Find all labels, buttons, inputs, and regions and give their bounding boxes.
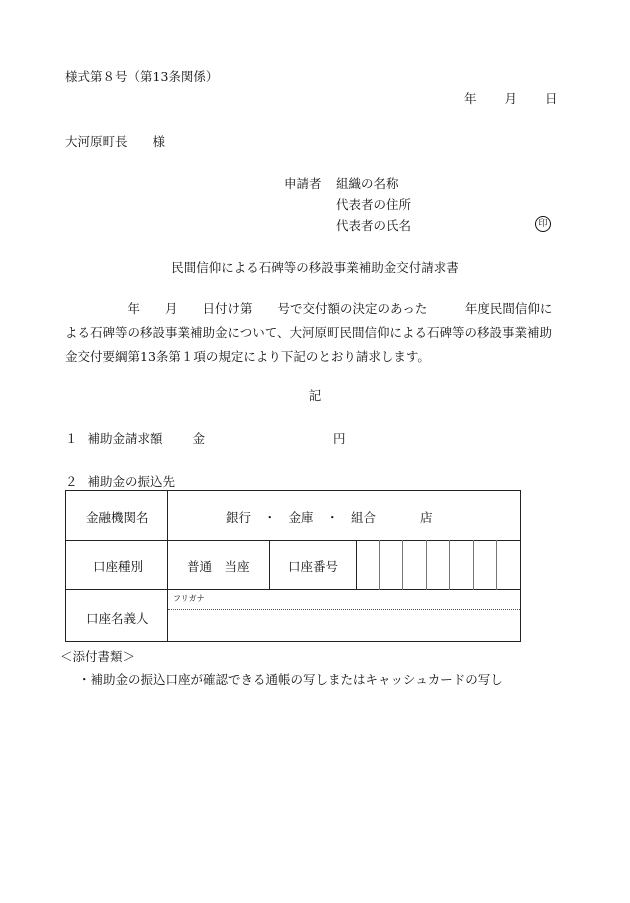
- item-1-currency: 金: [192, 431, 206, 446]
- date-month: 月: [504, 91, 518, 106]
- applicant-block: [284, 173, 411, 236]
- bank-account-table: [65, 490, 521, 642]
- attachments-header: ＜添付書類＞: [60, 649, 136, 664]
- item-1-request-amount: [65, 429, 346, 447]
- body-line-1: 年 月 日付け第 号で交付額の決定のあった 年度民間信仰に: [65, 301, 553, 316]
- body-text: [65, 297, 565, 369]
- document-title: 民間信仰による石碑等の移設事業補助金交付請求書: [171, 260, 459, 275]
- branch-label: 店: [420, 510, 433, 525]
- bank-type-options: 銀行 ・ 金庫 ・ 組合: [226, 510, 377, 525]
- item-2-label: 補助金の振込先: [87, 474, 176, 489]
- attachments-item: ・補助金の振込口座が確認できる通帳の写しまたはキャッシュカードの写し: [78, 672, 503, 687]
- addressee: 大河原町長 様: [65, 134, 166, 149]
- account-number-label: 口座番号: [288, 559, 339, 574]
- body-line-3: 金交付要綱第13条第１項の規定により下記のとおり請求します。: [65, 349, 430, 364]
- item-1-number: １: [65, 431, 78, 446]
- account-type-label: 口座種別: [93, 559, 144, 574]
- item-2-transfer-destination: [65, 472, 175, 490]
- item-1-unit: 円: [333, 431, 346, 446]
- account-holder-label: 口座名義人: [86, 611, 149, 626]
- applicant-label: 申請者: [284, 176, 322, 191]
- account-type-options: 普通 当座: [187, 559, 250, 574]
- item-2-number: ２: [65, 474, 78, 489]
- org-name-label: 組織の名称: [336, 176, 399, 191]
- body-line-2: よる石碑等の移設事業補助金について、大河原町民間信仰による石碑等の移設事業補助: [65, 325, 553, 340]
- furigana-label: フリガナ: [173, 594, 205, 603]
- date-line: [464, 89, 558, 107]
- ki-heading: 記: [308, 388, 322, 403]
- item-1-label: 補助金請求額: [87, 431, 163, 446]
- seal-mark: 印: [535, 216, 551, 232]
- form-number: 様式第８号（第13条関係）: [65, 69, 219, 84]
- date-day: 日: [545, 91, 558, 106]
- date-year: 年: [464, 91, 477, 106]
- rep-name-label: 代表者の氏名: [336, 218, 412, 233]
- bank-name-label: 金融機関名: [86, 510, 149, 525]
- rep-address-label: 代表者の住所: [336, 197, 412, 212]
